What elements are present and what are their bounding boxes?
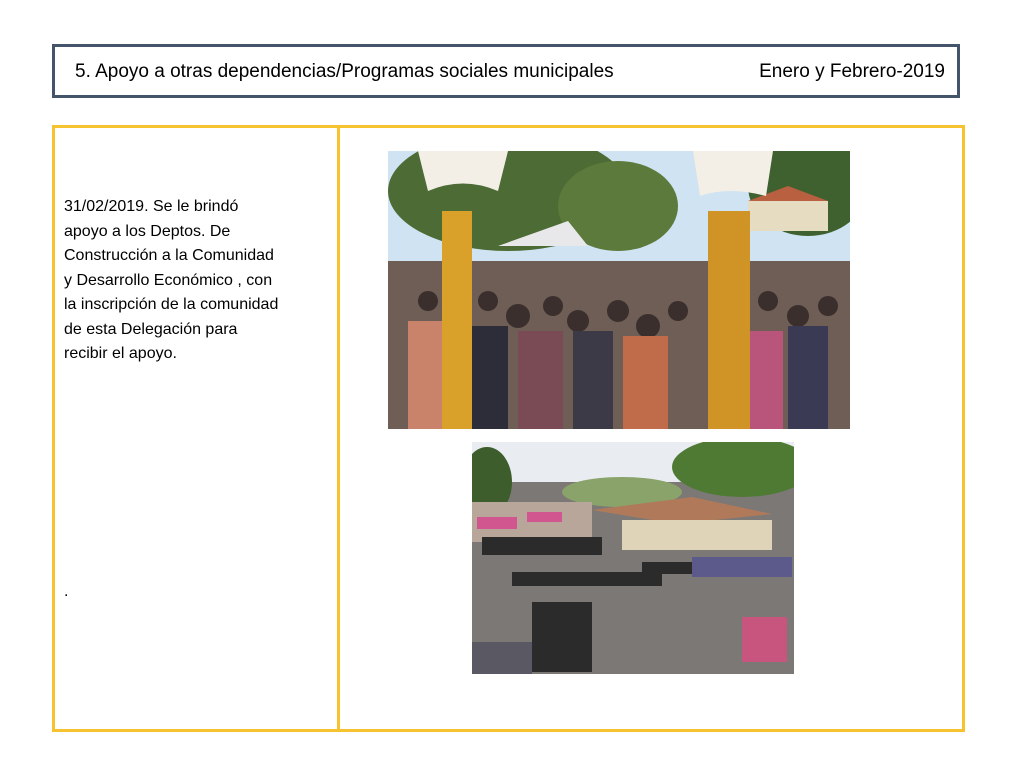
slide-title: 5. Apoyo a otras dependencias/Programas sociales municipales: [75, 61, 614, 82]
activity-description: 31/02/2019. Se le brindó apoyo a los Deptos. De Construcción a la Comunidad y Desarrollo Económico , con la inscripción de la comunidad de esta Delegación para recibir el apoyo.: [64, 198, 279, 362]
slide-period: Enero y Febrero-2019: [759, 61, 945, 82]
content-box: [52, 125, 965, 732]
bullet-dot: .: [64, 583, 69, 600]
column-divider: [337, 128, 340, 729]
crowd-arcade-photo: [388, 151, 850, 429]
plaza-aerial-photo: [472, 442, 794, 674]
slide-title-box: [52, 44, 960, 98]
